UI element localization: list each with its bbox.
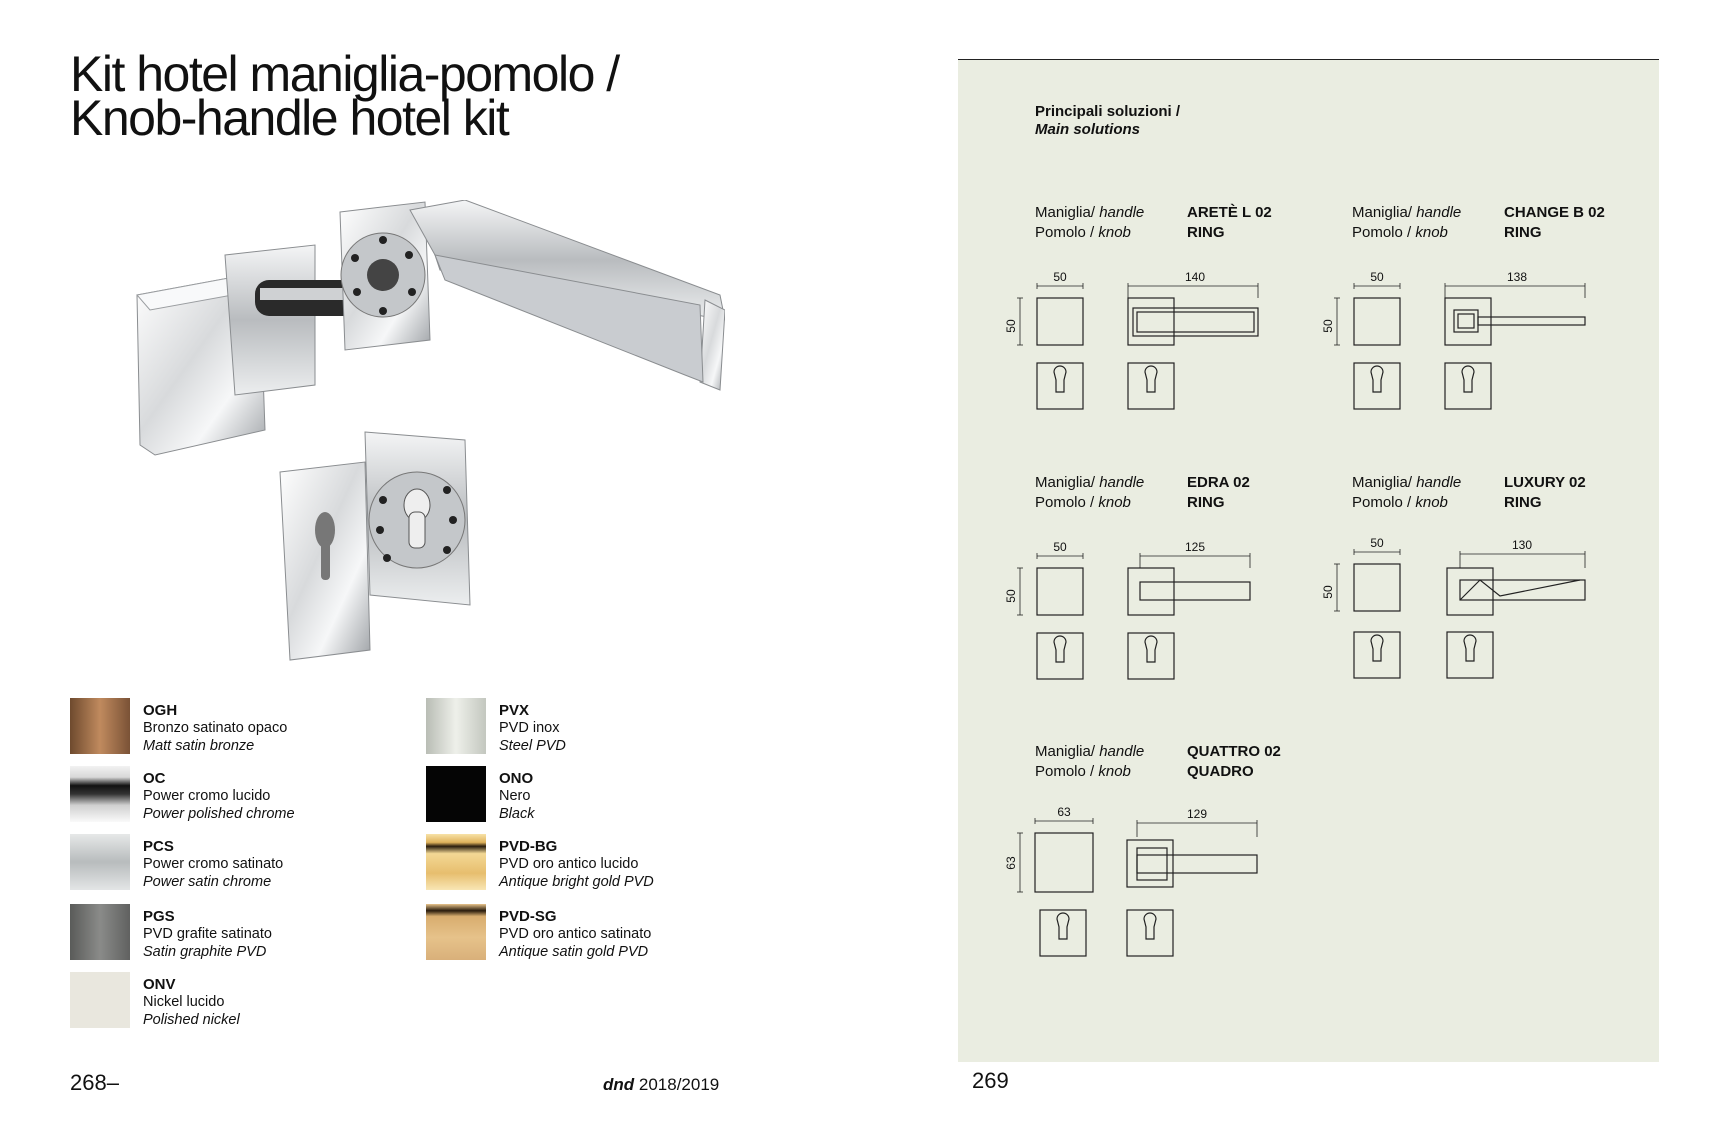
solutions-title-it: Principali soluzioni / bbox=[1035, 103, 1181, 120]
finish-code: ONV bbox=[143, 976, 176, 993]
solution-labels: Maniglia/ handle Pomolo / knob bbox=[1035, 743, 1145, 780]
rose-name: RING bbox=[1504, 494, 1542, 511]
solutions-title-en: Main solutions bbox=[1035, 121, 1140, 138]
finishes-list bbox=[70, 698, 710, 1038]
finish-code: ONO bbox=[499, 770, 534, 787]
finish-name-it: Power cromo satinato bbox=[143, 856, 284, 872]
finish-name-it: Power cromo lucido bbox=[143, 788, 271, 804]
finish-code: OGH bbox=[143, 702, 178, 719]
svg-text:50: 50 bbox=[1004, 319, 1018, 333]
technical-drawing bbox=[1000, 268, 1300, 443]
model-name: CHANGE B 02 bbox=[1504, 204, 1605, 221]
title-line-italian: Kit hotel maniglia-pomolo / bbox=[70, 46, 619, 102]
svg-text:50: 50 bbox=[1370, 536, 1384, 550]
finish-name-en: Antique satin gold PVD bbox=[499, 944, 649, 960]
technical-drawing bbox=[1000, 807, 1300, 982]
solution-block bbox=[1321, 473, 1672, 733]
finish-name-it: Nickel lucido bbox=[143, 994, 225, 1010]
title-line-english: Knob-handle hotel kit bbox=[70, 90, 509, 146]
svg-text:50: 50 bbox=[1321, 319, 1335, 333]
solution-block bbox=[1004, 203, 1355, 463]
solution-model bbox=[1504, 473, 1586, 513]
finish-item bbox=[426, 766, 756, 822]
finish-name-en: Power polished chrome bbox=[143, 806, 295, 822]
rose-name: RING bbox=[1187, 494, 1225, 511]
finish-swatch bbox=[426, 698, 486, 754]
svg-text:50: 50 bbox=[1053, 270, 1067, 284]
knob-handle-kit-photo bbox=[125, 200, 725, 670]
finish-swatch bbox=[70, 698, 130, 754]
svg-text:125: 125 bbox=[1184, 540, 1206, 554]
finish-name-en: Matt satin bronze bbox=[143, 738, 255, 754]
solution-block bbox=[1004, 742, 1355, 1002]
solutions-title bbox=[1035, 103, 1180, 139]
brand-logo: dnd bbox=[603, 1075, 635, 1094]
svg-text:129: 129 bbox=[1186, 807, 1208, 821]
technical-drawing bbox=[1317, 538, 1617, 713]
finish-item bbox=[426, 904, 756, 960]
finish-item bbox=[70, 904, 400, 960]
finish-name-en: Steel PVD bbox=[499, 738, 566, 754]
finish-code: PVD-BG bbox=[499, 838, 558, 855]
svg-text:63: 63 bbox=[1057, 805, 1071, 819]
technical-drawing bbox=[1000, 538, 1300, 713]
model-name: LUXURY 02 bbox=[1504, 474, 1586, 491]
finish-name-it: PVD oro antico lucido bbox=[499, 856, 639, 872]
finish-item bbox=[426, 698, 756, 754]
solution-labels: Maniglia/ handle Pomolo / knob bbox=[1035, 204, 1145, 241]
finish-swatch bbox=[426, 904, 486, 960]
svg-text:140: 140 bbox=[1184, 270, 1206, 284]
solution-model bbox=[1187, 473, 1250, 513]
solution-model bbox=[1187, 742, 1281, 782]
finish-swatch bbox=[70, 834, 130, 890]
finish-swatch bbox=[70, 972, 130, 1028]
svg-text:130: 130 bbox=[1511, 538, 1533, 552]
rose-name: RING bbox=[1187, 224, 1225, 241]
solution-labels: Maniglia/ handle Pomolo / knob bbox=[1035, 474, 1145, 511]
svg-text:50: 50 bbox=[1053, 540, 1067, 554]
technical-drawing bbox=[1317, 268, 1617, 443]
solution-block bbox=[1321, 203, 1672, 463]
finish-name-en: Power satin chrome bbox=[143, 874, 272, 890]
footer-year: 2018/2019 bbox=[638, 1075, 720, 1094]
finish-name-it: Nero bbox=[499, 788, 531, 804]
solution-model bbox=[1504, 203, 1605, 243]
finish-swatch bbox=[70, 766, 130, 822]
solution-model bbox=[1187, 203, 1272, 243]
solution-block bbox=[1004, 473, 1355, 733]
model-name: ARETÈ L 02 bbox=[1187, 204, 1272, 221]
finish-item bbox=[70, 972, 400, 1028]
model-name: EDRA 02 bbox=[1187, 474, 1250, 491]
svg-text:50: 50 bbox=[1321, 585, 1335, 599]
finish-name-it: PVD inox bbox=[499, 720, 560, 736]
finish-name-it: PVD oro antico satinato bbox=[499, 926, 652, 942]
finish-name-en: Antique bright gold PVD bbox=[499, 874, 654, 890]
finish-name-en: Black bbox=[499, 806, 535, 822]
model-name: QUATTRO 02 bbox=[1187, 743, 1281, 760]
rose-name: RING bbox=[1504, 224, 1542, 241]
page-number-left: 268– bbox=[70, 1070, 119, 1095]
finish-code: OC bbox=[143, 770, 166, 787]
finish-code: PCS bbox=[143, 838, 174, 855]
page-number-right: 269 bbox=[972, 1068, 1009, 1093]
finish-code: PVX bbox=[499, 702, 530, 719]
svg-text:63: 63 bbox=[1004, 856, 1018, 870]
finish-swatch bbox=[70, 904, 130, 960]
finish-name-it: PVD grafite satinato bbox=[143, 926, 272, 942]
finish-swatch bbox=[426, 834, 486, 890]
finish-item bbox=[426, 834, 756, 890]
solution-labels: Maniglia/ handle Pomolo / knob bbox=[1352, 204, 1462, 241]
finish-swatch bbox=[426, 766, 486, 822]
finish-item bbox=[70, 834, 400, 890]
finish-item bbox=[70, 698, 400, 754]
solution-labels: Maniglia/ handle Pomolo / knob bbox=[1352, 474, 1462, 511]
finish-name-en: Satin graphite PVD bbox=[143, 944, 267, 960]
finish-name-en: Polished nickel bbox=[143, 1012, 240, 1028]
finish-code: PGS bbox=[143, 908, 175, 925]
svg-text:50: 50 bbox=[1370, 270, 1384, 284]
footer-brand bbox=[603, 1075, 719, 1095]
finish-name-it: Bronzo satinato opaco bbox=[143, 720, 288, 736]
page-title bbox=[70, 46, 619, 146]
svg-text:138: 138 bbox=[1506, 270, 1528, 284]
svg-text:50: 50 bbox=[1004, 589, 1018, 603]
rose-name: QUADRO bbox=[1187, 763, 1254, 780]
finish-item bbox=[70, 766, 400, 822]
finish-code: PVD-SG bbox=[499, 908, 557, 925]
